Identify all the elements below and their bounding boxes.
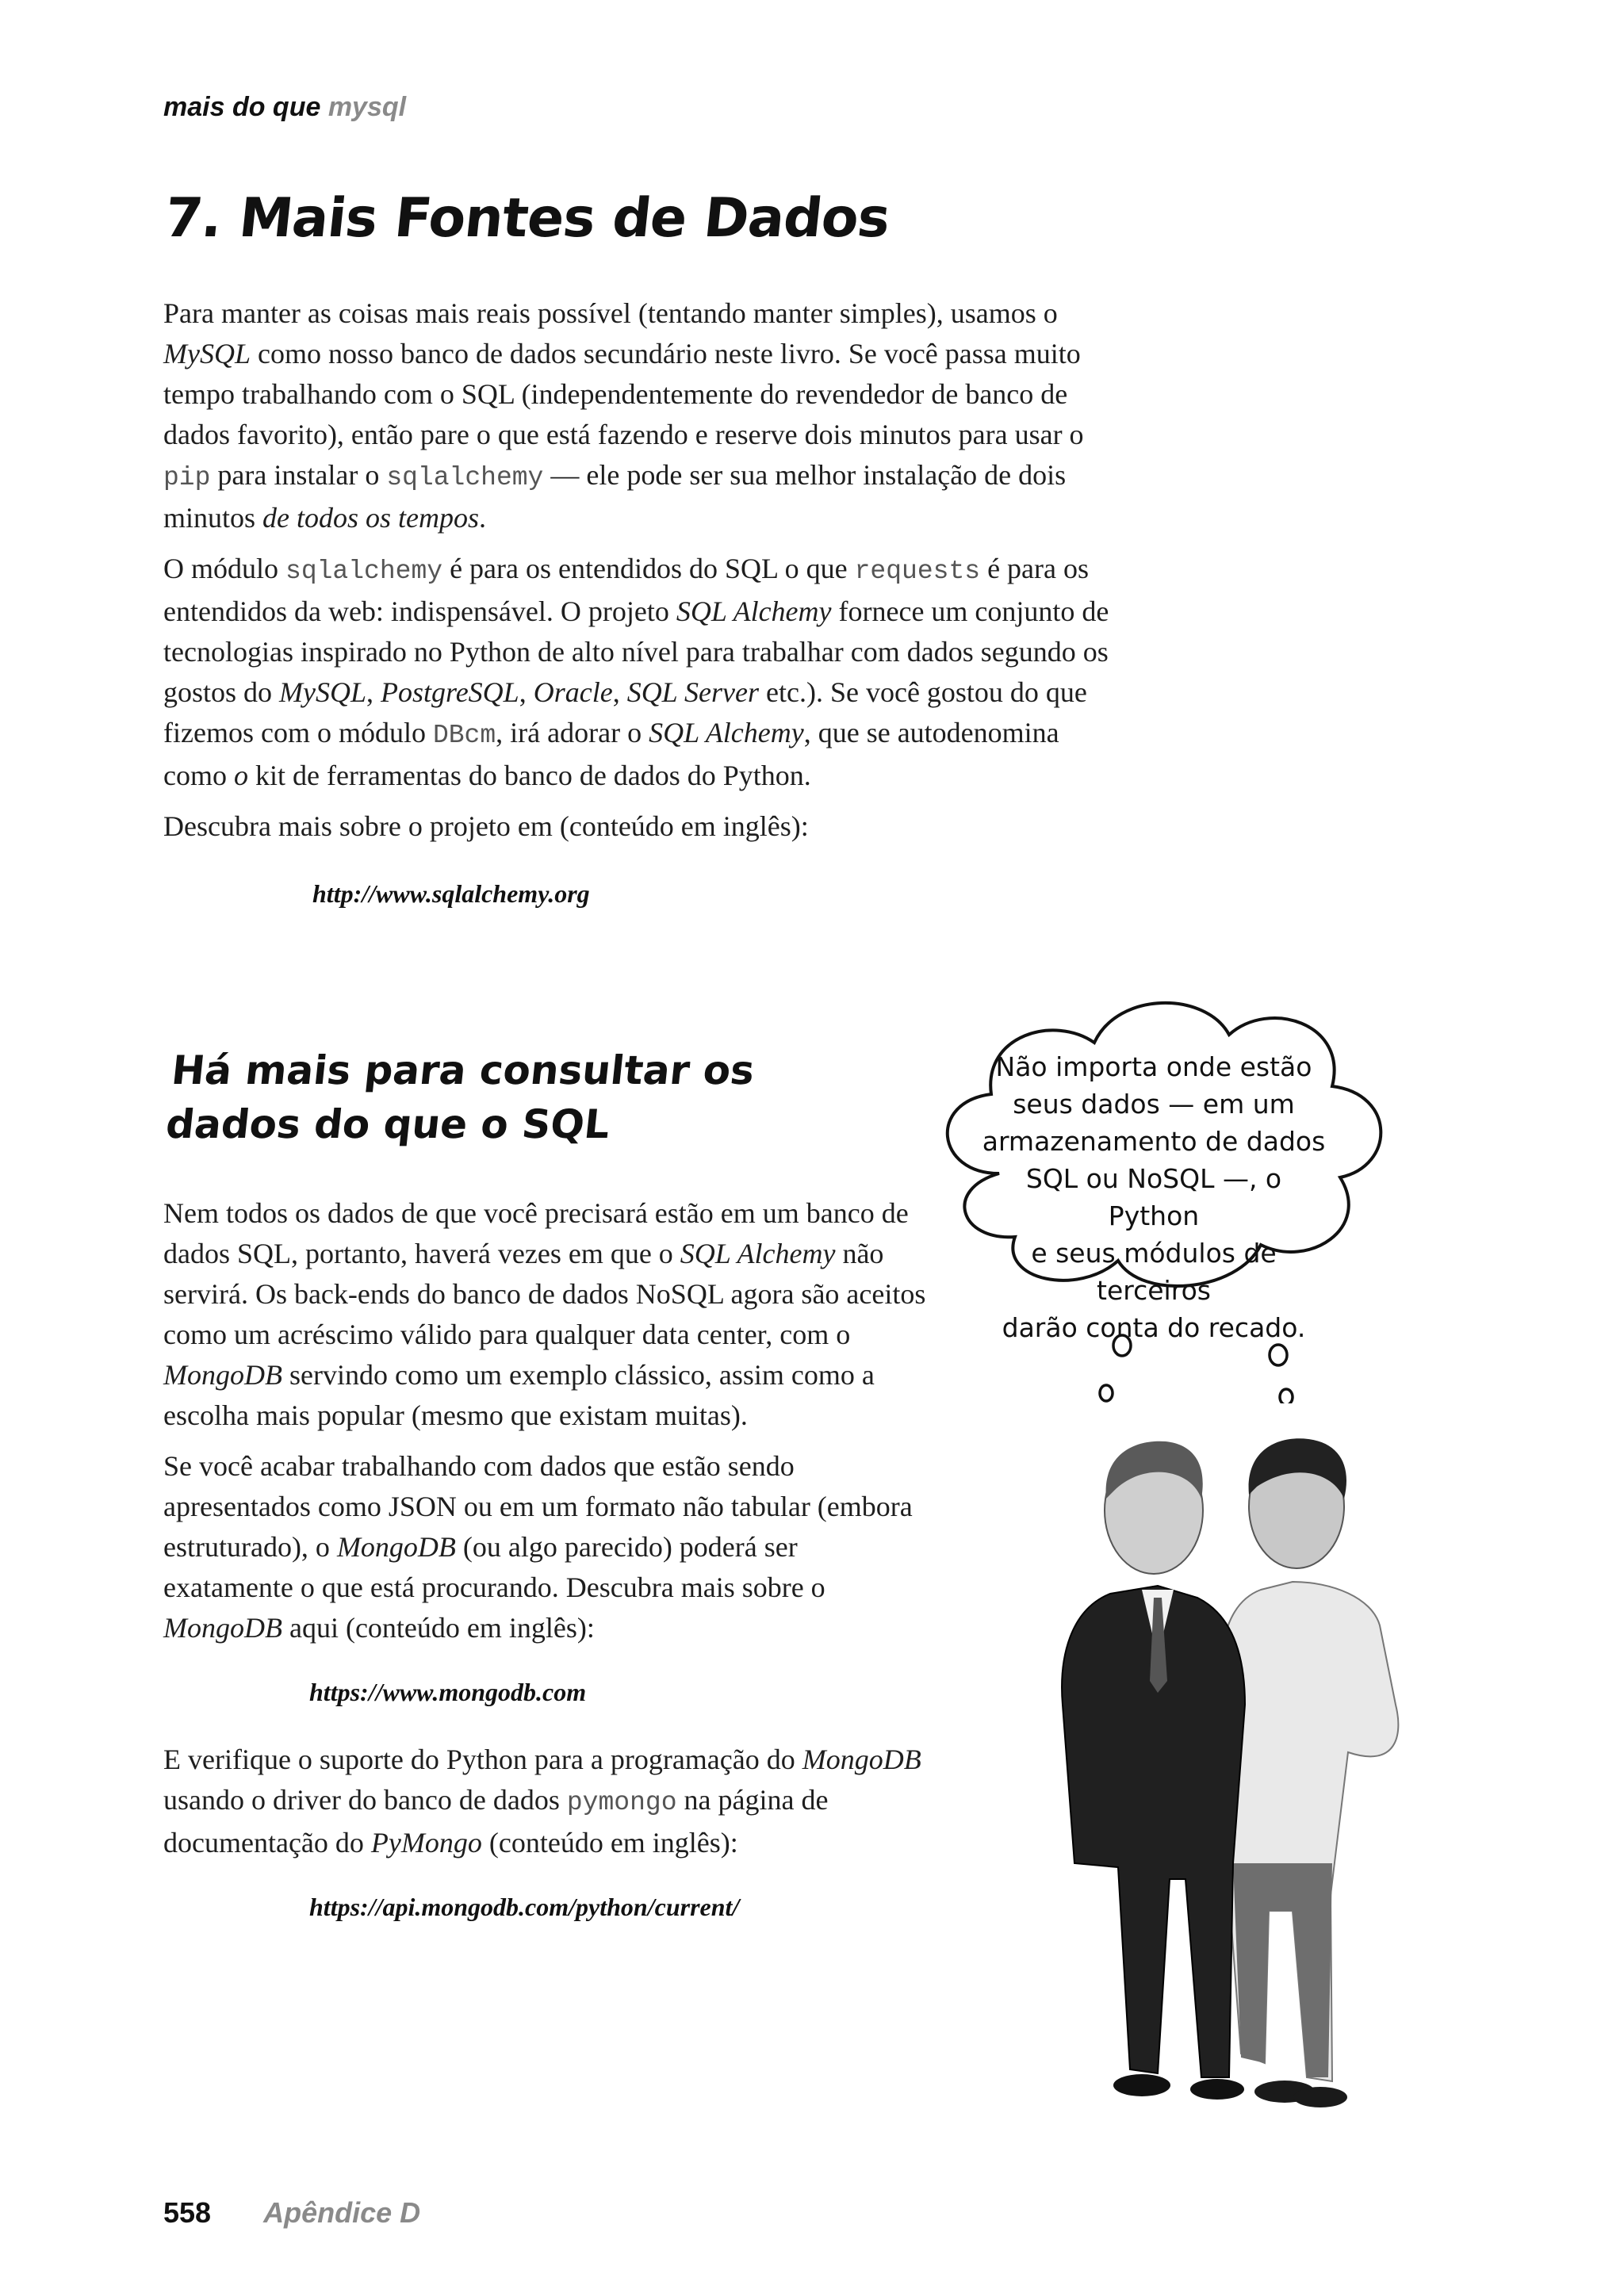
- code-term: sqlalchemy: [285, 557, 443, 586]
- code-term: pip: [163, 463, 211, 492]
- link-mongodb[interactable]: https://www.mongodb.com: [309, 1678, 587, 1706]
- subsection-title: Há mais para consultar os dados do que o SQL: [163, 1047, 757, 1147]
- man-left-shoe: [1190, 2079, 1244, 2100]
- text-run: E verifique o suporte do Python para a programação do: [163, 1744, 802, 1775]
- italic-term: o: [233, 760, 248, 791]
- thought-line: e seus módulos de terceiros: [1031, 1238, 1277, 1306]
- text-run: (conteúdo em inglês):: [481, 1827, 738, 1859]
- page-footer: [163, 2196, 420, 2230]
- code-term: pymongo: [566, 1788, 677, 1817]
- text-run: (ou algo parecido) poderá ser exatamente o que está procurando. Descubra mais sobre o: [163, 1531, 825, 1603]
- text-run: é para os entendidos do SQL o que: [442, 553, 855, 584]
- man-right-trousers: [1233, 1863, 1332, 2077]
- text-run: usando o driver do banco de dados: [163, 1784, 567, 1816]
- thought-text: [979, 1048, 1328, 1346]
- link-pymongo-docs[interactable]: https://api.mongodb.com/python/current/: [309, 1893, 740, 1921]
- thought-line: darão conta do recado.: [1002, 1312, 1306, 1343]
- italic-term: SQL Server: [626, 676, 760, 708]
- code-term: sqlalchemy: [386, 463, 544, 492]
- italic-term: de todos os tempos: [262, 502, 480, 534]
- running-head: [163, 92, 406, 123]
- italic-term: MongoDB: [163, 1359, 282, 1391]
- text-run: fornece um conjunto de tecnologias inspirado no Python de alto nível para trabalhar com dados segundo os gostos do: [163, 595, 1109, 708]
- italic-term: PyMongo: [370, 1827, 482, 1859]
- text-run: não servirá. Os back-ends do banco de dados NoSQL agora são aceitos como um acréscimo válido para qualquer data center, com o: [163, 1238, 926, 1350]
- thought-line: armazenamento de dados: [982, 1126, 1326, 1157]
- thought-bubble: [904, 975, 1411, 1403]
- text-run: O módulo: [163, 553, 286, 584]
- text-run: Para manter as coisas mais reais possível (tentando manter simples), usamos o: [163, 297, 1058, 329]
- page-number: 558: [163, 2196, 212, 2229]
- two-men-photo: [1055, 1419, 1411, 2109]
- paragraph-2: [163, 549, 1115, 796]
- code-term: DBcm: [432, 721, 496, 750]
- thought-dot: [1280, 1389, 1293, 1403]
- italic-term: MongoDB: [163, 1612, 282, 1644]
- italic-term: MongoDB: [802, 1744, 921, 1775]
- paragraph-5: [163, 1446, 933, 1648]
- chapter-label: Apêndice D: [263, 2196, 421, 2229]
- running-head-label: mais do que: [163, 92, 321, 122]
- link-sqlalchemy[interactable]: http://www.sqlalchemy.org: [312, 879, 590, 908]
- text-run: ,: [612, 676, 627, 708]
- italic-term: MySQL: [163, 338, 251, 369]
- paragraph-1: [163, 293, 1115, 538]
- thought-line: Não importa onde estão: [995, 1051, 1312, 1082]
- thought-dot: [1270, 1345, 1287, 1365]
- code-term: requests: [854, 557, 981, 586]
- thought-dot: [1100, 1385, 1113, 1401]
- paragraph-6: [163, 1740, 933, 1863]
- text-run: servindo como um exemplo clássico, assim como a escolha mais popular (mesmo que existam muitas).: [163, 1359, 875, 1431]
- paragraph-3: Descubra mais sobre o projeto em (conteúdo em inglês):: [163, 810, 809, 842]
- text-run: etc.). Se você gostou do que fizemos com o módulo: [163, 676, 1087, 748]
- text-run: , irá adorar o: [496, 717, 649, 748]
- text-run: ,: [519, 676, 534, 708]
- section-body: [163, 293, 1115, 946]
- section-title: 7. Mais Fontes de Dados: [162, 187, 893, 250]
- italic-term: SQL Alchemy: [649, 717, 804, 748]
- text-run: kit de ferramentas do banco de dados do Python.: [247, 760, 811, 791]
- thought-line: seus dados — em um: [1013, 1089, 1295, 1120]
- text-run: para instalar o: [210, 459, 387, 491]
- subsection-body: [163, 1193, 933, 1954]
- text-run: .: [479, 502, 487, 534]
- man-left-shoe: [1113, 2074, 1170, 2096]
- man-right-shoe: [1293, 2087, 1347, 2107]
- text-run: — ele pode ser sua melhor instalação de dois minutos: [163, 459, 1067, 534]
- text-run: como nosso banco de dados secundário neste livro. Se você passa muito tempo trabalhando com o SQL (independentemente do revendedor de banco de dados favorito), então pare o que está fazendo e reserve dois minutos para usar o: [163, 338, 1084, 450]
- text-run: Se você acabar trabalhando com dados que estão sendo apresentados como JSON ou em um formato não tabular (embora estruturado), o: [163, 1450, 913, 1563]
- italic-term: SQL Alchemy: [676, 595, 832, 627]
- italic-term: PostgreSQL: [381, 676, 519, 708]
- italic-term: MongoDB: [336, 1531, 456, 1563]
- text-run: é para os entendidos da web: indispensável. O projeto: [163, 553, 1089, 627]
- running-head-accent: mysql: [327, 92, 407, 122]
- text-run: ,: [366, 676, 381, 708]
- italic-term: SQL Alchemy: [680, 1238, 836, 1269]
- text-run: Nem todos os dados de que você precisará estão em um banco de dados SQL, portanto, haverá vezes em que o: [163, 1197, 909, 1269]
- paragraph-4: [163, 1193, 933, 1436]
- text-run: na página de documentação do: [163, 1784, 829, 1859]
- text-run: aqui (conteúdo em inglês):: [282, 1612, 595, 1644]
- text-run: , que se autodenomina como: [163, 717, 1059, 791]
- thought-line: SQL ou NoSQL —, o Python: [1025, 1163, 1282, 1231]
- italic-term: MySQL: [279, 676, 367, 708]
- italic-term: Oracle: [533, 676, 613, 708]
